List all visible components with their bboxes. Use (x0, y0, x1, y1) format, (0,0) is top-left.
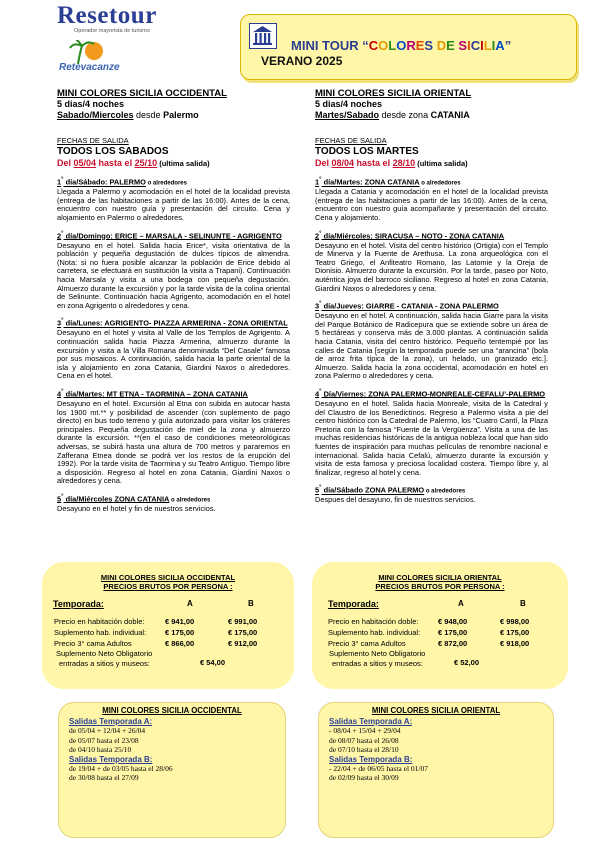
palm-sun-icon (68, 40, 108, 64)
title-letter: S (458, 38, 468, 53)
title-letter: E (415, 38, 425, 53)
price-season-a: € 175,00 (438, 628, 468, 637)
neto-value: € 52,00 (454, 658, 480, 667)
itinerary-title: MINI COLORES SICILIA ORIENTAL (315, 88, 472, 99)
seasons-box-occidental (58, 702, 286, 838)
seasons-list (69, 717, 285, 783)
price-season-a: € 941,00 (165, 617, 195, 626)
day-number: 2 (57, 231, 62, 240)
title-letter: I (467, 38, 471, 53)
day-title-text: día/Martes: ZONA CATANIA (321, 177, 420, 187)
season-b-date: - 22/04 + de 06/05 hasta el 01/07 (329, 764, 429, 774)
day-title-extra: o alrededores (145, 180, 187, 187)
day-degree: ° (61, 493, 64, 500)
day-number: 4 (57, 389, 62, 399)
resetour-logo-subtitle: Operador mayorista de turismo (74, 28, 150, 34)
price-season-a: € 866,00 (165, 639, 195, 648)
price-box-subtitle: PRECIOS BRUTOS POR PERSONA : (103, 582, 233, 591)
season-a-date: de 05/07 hasta el 23/08 (69, 735, 139, 745)
day-number: 5 (57, 494, 62, 504)
price-box-title: MINI COLORES SICILIA ORIENTAL (378, 573, 502, 582)
day-title (57, 230, 290, 242)
itinerary-days: Sabado/Miercoles desde Palermo (57, 109, 199, 120)
season-a-date: de 07/10 hasta el 28/10 (329, 745, 399, 755)
title-letter: S (424, 38, 434, 53)
temporada-label: Temporada: (53, 599, 104, 609)
fechas-label: FECHAS DE SALIDA (315, 136, 387, 145)
season-b-label: Salidas Temporada B: (69, 754, 153, 764)
season-a-date: de 08/07 hasta el 26/08 (329, 735, 399, 745)
todos-label: TODOS LOS SABADOS (57, 145, 169, 157)
title-letter: O (378, 38, 389, 53)
retevacanze-logo (58, 40, 128, 82)
day-title-extra: o alrededores (424, 488, 466, 495)
day-number: 1 (57, 177, 62, 187)
season-a-label: Salidas Temporada A: (329, 717, 413, 726)
price-season-a: € 872,00 (438, 639, 468, 648)
title-letter: C (470, 38, 481, 53)
price-label: Precio en habitación doble: (54, 617, 145, 626)
itinerary-occidental (57, 88, 290, 514)
day-number: 3 (57, 318, 62, 328)
day-title-text: día/Jueves: GIARRE - CATANIA - ZONA PALERMO (321, 301, 499, 311)
day-title-text: día/Miércoles: SIRACUSA – NOTO - ZONA CATANIA (321, 231, 505, 240)
day-number: 4 (315, 389, 320, 399)
price-season-b: € 175,00 (228, 628, 258, 637)
price-label: Suplemento hab. individual: (328, 628, 421, 637)
season-a-header: A (187, 599, 193, 608)
day-title-text: día/Martes: MT ETNA - TAORMINA – ZONA CATANIA (63, 389, 248, 399)
day-description: Desayuno en el hotel. Salida hacia Monreale, visita de la Catedral y del Claustro de los Benedictinos. Regreso a Palermo visita a pie del centro histórico con la Catedral de Palermo, los “Cuatro Cantí, la Plaza Pretoria con la famosa “Fuente de la Vergüenza”. Visita a una de las muchas residencias históricas de la antigua nobleza local que han sido fuentes de inspiración para muchas películas de renombre nacional e internacional. Salida hacia Cefalú, almuerzo durante la excursión y visita de esta famosa y preciosa localidad costera. Tiempo libre y, al finalizar, regreso al hotel y cena. (315, 399, 548, 477)
day-title-text: día/Domingo: ERICE – MARSALA - SELINUNTE - AGRIGENTO (63, 231, 282, 240)
price-season-b: € 918,00 (500, 639, 530, 648)
day-list (315, 176, 548, 505)
title-letter: O (396, 38, 407, 53)
day-description: Despues del desayuno, fin de nuestros servicios. (315, 495, 476, 505)
neto-label-2: entradas a sitios y museos: (332, 659, 423, 668)
price-label: Precio en habitación doble: (328, 617, 419, 626)
season-b-header: B (248, 599, 254, 608)
seasons-title: MINI COLORES SICILIA OCCIDENTAL (102, 706, 242, 715)
day-description: Desayuno en el hotel y visita al Valle de los Templos de Agrigento. A continuación salida hacia Piazza Armerina, almuerzo durante la excursión y visita a la Villa Romana denominada “Del Casale” famosa por sus mosaicos. A continuación, salida hacia la parte oriental de la isla y alojamiento en zona Catania, Giardini Naxos o alrededores. Cena en el hotel. (57, 328, 290, 381)
price-box-oriental (312, 562, 568, 689)
day-title-extra: o alrededores (419, 180, 461, 187)
price-season-b: € 175,00 (500, 628, 530, 637)
itinerary-oriental (315, 88, 548, 505)
title-banner (240, 14, 577, 80)
season-b-date: de 02/09 hasta el 30/09 (329, 773, 399, 783)
day-title (315, 230, 548, 242)
day-title-extra: o alrededores (169, 497, 211, 504)
neto-label: Suplemento Neto Obligatorio (329, 649, 426, 658)
day-title-text: Día/Viernes: ZONA PALERMO-MONREALE-CEFALU’-PALERMO (321, 389, 546, 399)
price-season-b: € 991,00 (228, 617, 258, 626)
date-range: Del 05/04 hasta el 25/10 (ultima salida) (57, 157, 210, 168)
neto-label-2: entradas a sitios y museos: (59, 659, 150, 668)
price-box-occidental (42, 562, 294, 689)
season-a-label: Salidas Temporada A: (69, 717, 153, 726)
day-title-text: día/Miércoles ZONA CATANIA (63, 494, 170, 504)
price-label: Suplemento hab. individual: (54, 628, 147, 637)
itinerary-nights: 5 dias/4 noches (315, 99, 383, 109)
day-description: Llegada a Palermo y acomodación en el hotel de la localidad prevista (entrega de las habitaciones a partir de las 16:00). Antes de la cena, encuentro con nuestro guía y presentación del circuito. Cena y alojamiento en Palermo o alrededores. (57, 187, 290, 222)
day-number: 2 (315, 231, 320, 240)
day-description: Llegada a Catania y acomodación en el hotel de la localidad prevista (entrega de las habitaciones a partir de las 16:00). Antes de la cena, encuentro con nuestro guía acompañante y presentación del circuito. Cena y alojamiento. (315, 187, 548, 222)
day-number: 3 (315, 301, 320, 311)
itinerary-days: Martes/Sabado desde zona CATANIA (315, 109, 470, 120)
neto-value: € 54,00 (200, 658, 226, 667)
day-degree: ° (61, 177, 64, 184)
tour-title (291, 38, 511, 53)
season-b-header: B (520, 599, 526, 608)
title-letter: L (483, 38, 492, 53)
resetour-logo-text: Resetour (57, 2, 157, 29)
day-degree: ° (319, 388, 322, 395)
day-number: 5 (315, 485, 320, 495)
day-degree: ° (319, 485, 322, 492)
day-degree: ° (319, 301, 322, 308)
title-letter: A (495, 38, 505, 53)
title-letter: E (446, 38, 455, 53)
title-letter: I (480, 38, 484, 53)
day-description: Desayuno en el hotel. Salida hacia Erice*, visita orientativa de la población y pequeña degustación de dulces típicos de almendra. (Nota: si no fuera posible alcanzar la población de Erice debido al carretera, se efectuará en sustitución la visita a Trapani). Continuación hacia Marsala y visita a una bodega con pequeña degustación. Almuerzo durante la excursión y por la tarde visita de la colina oriental de Selinunte. Continuación hacia Agrigento, acomodación en el hotel en zona Agrigento o alrededores y cena. (57, 240, 290, 310)
neto-label: Suplemento Neto Obligatorio (56, 649, 153, 658)
price-season-b: € 998,00 (500, 617, 530, 626)
resetour-logo (57, 2, 167, 34)
day-description: Desayuno en el hotel y fin de nuestros servicios. (57, 504, 216, 514)
day-degree: ° (61, 230, 64, 237)
title-letter: I (491, 38, 496, 53)
day-description: Desayuno en el hotel. A continuación, salida hacia Giarre para la visita del Parque Botánico de Radicepura que se extiende sobre un área de 5 hectáreas y conserva más de 3.000 plantas. A continuación salida hacia Catania, visita del centro histórico. Pequeño tentempié por las calles de Catania [según la temporada puede ser una “arancina” (bola de arroz frita típica de la zona), un helado, un granizado etc.]. Almuerzo. Salida hacia la zona occidental, acomodación en hotel en zona Palermo o alrededores y cena. (315, 311, 548, 381)
price-label: Precio 3° cama Adultos (328, 639, 406, 648)
season-a-header: A (458, 599, 464, 608)
temple-icon (249, 23, 277, 49)
itinerary-nights: 5 dias/4 noches (57, 99, 125, 109)
itinerary-title: MINI COLORES SICILIA OCCIDENTAL (57, 88, 227, 99)
day-title-text: día/Sábado ZONA PALERMO (321, 485, 425, 495)
season-a-date: - 08/04 + 15/04 + 29/04 (329, 726, 401, 736)
day-description: Desayuno en el hotel. Excursión al Etna con subida en autocar hasta los 1900 mt.** y posibilidad de ascender (con suplemento de pago directo) en bus todo terreno y guía autorizado para visitar los cráteres principales. Pequeña degustación de miel de la zona y almuerzo durante la excursión. **(en el caso de condiciones meteorológicas adversas, se subirá hasta una altura de 700 metros y pararemos en Zafferana Etnea donde se podrá ver los restos de la erupción del 1992). Por la tarde visita de Taormina y su Teatro Antiguo. Tiempo libre a disposición. Regreso al hotel en zona Catania, Giardini Naxos o alrededores y cena. (57, 399, 290, 486)
price-season-a: € 948,00 (438, 617, 468, 626)
title-letter: L (388, 38, 397, 53)
day-description: Desayuno en el hotel. Visita del centro histórico (Ortigia) con el Templo de Minerva y la Fuente de Arethusa. La zona arqueológica con el Teatro Griego, el Anfiteatro Romano, las Latomie y la Oreja de Dionisio. Almuerzo durante la excursión. Por la tarde, paseo por Noto, auténtica joya del barroco siciliano. Regreso al hotel en zona Catania, Giardini Naxos o alrededores y cena. (315, 240, 548, 293)
temporada-label: Temporada: (328, 599, 379, 609)
price-season-a: € 175,00 (165, 628, 195, 637)
day-degree: ° (61, 388, 64, 395)
seasons-box-oriental (318, 702, 554, 838)
title-letter: R (406, 38, 416, 53)
price-label: Precio 3° cama Adultos (54, 639, 132, 648)
season-a-date: de 04/10 hasta 25/10 (69, 745, 132, 755)
seasons-list (329, 717, 553, 783)
price-box-title: MINI COLORES SICILIA OCCIDENTAL (100, 573, 236, 582)
day-title-text: día/Lunes: AGRIGENTO- PIAZZA ARMERINA - ZONA ORIENTAL (63, 318, 288, 328)
todos-label: TODOS LOS MARTES (315, 145, 419, 157)
day-degree: ° (319, 230, 322, 237)
season-a-date: de 05/04 + 12/04 + 26/04 (69, 726, 146, 736)
season-b-date: de 19/04 + de 03/05 hasta el 28/06 (69, 764, 173, 774)
tour-title-prefix: MINI TOUR “ (291, 38, 369, 53)
seasons-title: MINI COLORES SICILIA ORIENTAL (371, 706, 501, 715)
title-letter: D (436, 38, 447, 53)
date-range: Del 08/04 hasta el 28/10 (ultima salida) (315, 157, 468, 168)
price-season-b: € 912,00 (228, 639, 258, 648)
day-degree: ° (61, 318, 64, 325)
price-box-subtitle: PRECIOS BRUTOS POR PERSONA : (375, 582, 505, 591)
tour-title-colored (369, 38, 505, 53)
day-title-text: día/Sábado: PALERMO (63, 177, 146, 187)
fechas-label: FECHAS DE SALIDA (57, 136, 129, 145)
day-list (57, 176, 290, 514)
title-letter: C (368, 38, 379, 53)
day-number: 1 (315, 177, 320, 187)
retevacanze-logo-text: Retevacanze (59, 62, 120, 73)
season-b-date: de 30/08 hasta el 27/09 (69, 773, 139, 783)
day-degree: ° (319, 177, 322, 184)
season-b-label: Salidas Temporada B: (329, 754, 413, 764)
tour-season: VERANO 2025 (261, 54, 343, 68)
tour-title-suffix: ” (504, 38, 512, 53)
